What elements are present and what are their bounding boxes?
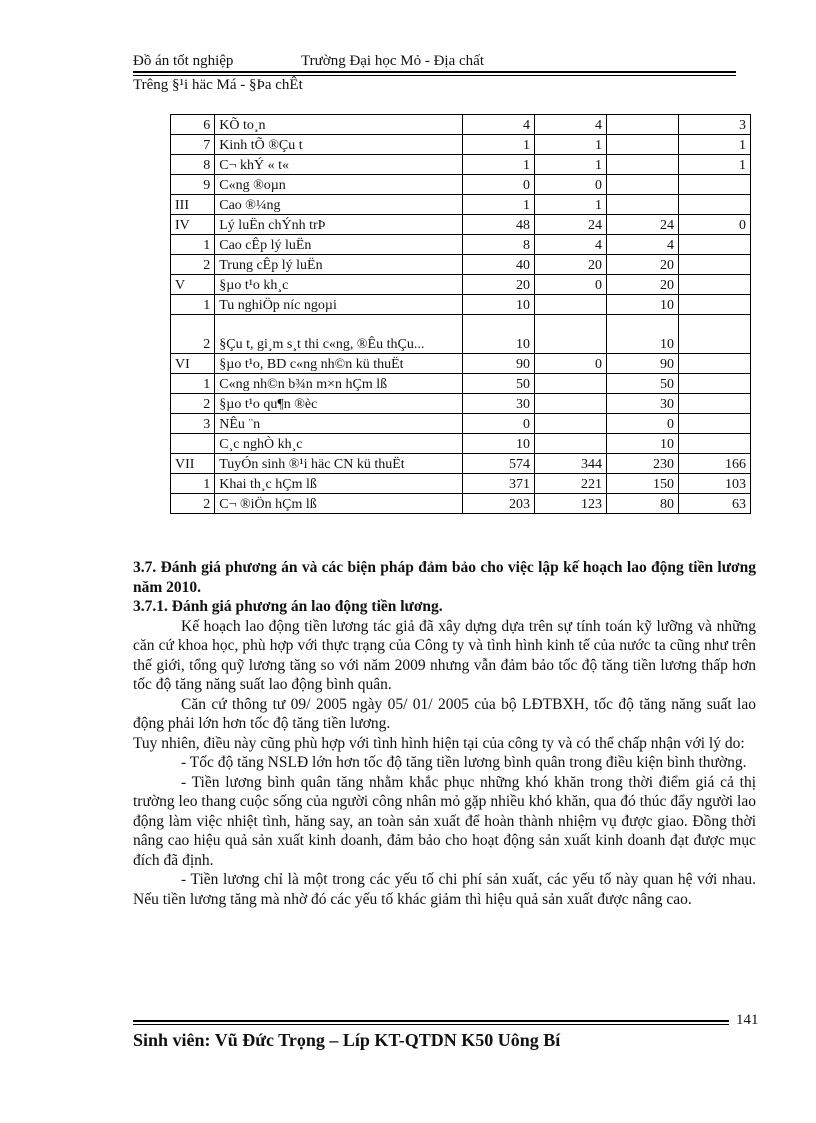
page-footer [133, 1010, 759, 1060]
cell-value: 20 [534, 255, 606, 275]
cell-value: 24 [534, 215, 606, 235]
table-row [171, 414, 751, 434]
row-number: 1 [171, 474, 215, 494]
cell-value: 0 [678, 215, 750, 235]
cell-value [534, 434, 606, 454]
cell-value: 40 [462, 255, 534, 275]
footer-rule [133, 1020, 729, 1022]
cell-value: 166 [678, 454, 750, 474]
cell-value: 4 [534, 235, 606, 255]
cell-value: 20 [462, 275, 534, 295]
row-number: 6 [171, 115, 215, 135]
row-label: §µo t¹o, BD c«ng nh©n kü thuËt [215, 354, 463, 374]
cell-value [678, 434, 750, 454]
table-row [171, 235, 751, 255]
cell-value: 4 [462, 115, 534, 135]
table-row [171, 115, 751, 135]
table-row [171, 295, 751, 315]
cell-value: 103 [678, 474, 750, 494]
cell-value [606, 195, 678, 215]
table-row [171, 135, 751, 155]
table-row [171, 394, 751, 414]
paragraph: Kế hoạch lao động tiền lương tác giả đã xây dựng dựa trên sự tính toán kỹ lưỡng và những căn cứ khoa học, phù hợp với thực trạng của Công ty và tình hình kinh tế của nước ta cũng như trên thế giới, tổng quỹ lương tăng so với năm 2009 nhưng vẫn đảm bảo tốc độ tăng tiền lương thấp hơn tốc độ tăng năng suất lao động bình quân. [133, 617, 756, 693]
footer-rule-thin [133, 1024, 729, 1025]
row-label: §Çu t, gi¸m s¸t thi c«ng, ®Êu thÇu... [215, 315, 463, 354]
cell-value: 10 [462, 315, 534, 354]
table-row [171, 494, 751, 514]
cell-value: 203 [462, 494, 534, 514]
row-number: VII [171, 454, 215, 474]
cell-value: 63 [678, 494, 750, 514]
cell-value: 1 [534, 155, 606, 175]
cell-value [678, 235, 750, 255]
paragraph: Căn cứ thông tư 09/ 2005 ngày 05/ 01/ 2005 của bộ LĐTBXH, tốc độ tăng năng suất lao động phải lớn hơn tốc độ tăng tiền lương. [133, 695, 756, 732]
cell-value: 20 [606, 255, 678, 275]
row-number: 1 [171, 374, 215, 394]
cell-value: 1 [534, 195, 606, 215]
cell-value [678, 195, 750, 215]
cell-value [678, 374, 750, 394]
footer-author: Sinh viên: Vũ Đức Trọng – Líp KT-QTDN K50 Uông Bí [133, 1030, 561, 1050]
cell-value [606, 115, 678, 135]
row-number: 1 [171, 235, 215, 255]
cell-value: 4 [534, 115, 606, 135]
cell-value: 0 [534, 354, 606, 374]
cell-value: 1 [678, 135, 750, 155]
cell-value: 8 [462, 235, 534, 255]
row-label: Khai th¸c hÇm lß [215, 474, 463, 494]
cell-value: 30 [606, 394, 678, 414]
page-subheader: Trêng §¹i häc Má - §Þa chÊt [133, 77, 303, 93]
row-number: 2 [171, 255, 215, 275]
table-row [171, 275, 751, 295]
row-number: 7 [171, 135, 215, 155]
page-number: 141 [736, 1012, 759, 1028]
cell-value [534, 414, 606, 434]
row-label: TuyÓn sinh ®¹i häc CN kü thuËt [215, 454, 463, 474]
cell-value: 0 [606, 414, 678, 434]
cell-value: 48 [462, 215, 534, 235]
paragraph: - Tiền lương bình quân tăng nhằm khắc phục những khó khăn trong thời điểm giá cả thị trường leo thang cuộc sống của người công nhân mỏ gặp nhiều khó khăn, qua đó thúc đẩy người lao động làm việc nhiệt tình, hăng say, an toàn sản xuất để hoàn thành nhiệm vụ được giao. Đồng thời nâng cao hiệu quả sản xuất kinh doanh, đảm bảo cho hoạt động sản xuất kinh doanh đạt được mục đích đã định. [133, 773, 756, 869]
cell-value: 1 [678, 155, 750, 175]
cell-value: 1 [462, 195, 534, 215]
row-number [171, 434, 215, 454]
table-row [171, 255, 751, 275]
cell-value [678, 175, 750, 195]
cell-value [678, 255, 750, 275]
table-row [171, 354, 751, 374]
cell-value: 0 [462, 414, 534, 434]
row-label: Cao cÊp lý luËn [215, 235, 463, 255]
header-right: Trường Đại học Mỏ - Địa chất [301, 53, 484, 69]
paragraph: Tuy nhiên, điều này cũng phù hợp với tình hình hiện tại của công ty và có thể chấp nhận với lý do: [133, 734, 745, 752]
section-body [133, 558, 756, 909]
row-label: §µo t¹o qu¶n ®èc [215, 394, 463, 414]
cell-value [678, 354, 750, 374]
cell-value [678, 315, 750, 354]
cell-value [678, 295, 750, 315]
row-label: Kinh tÕ ®Çu t [215, 135, 463, 155]
cell-value: 3 [678, 115, 750, 135]
cell-value [678, 275, 750, 295]
row-label: KÕ to¸n [215, 115, 463, 135]
cell-value: 10 [462, 434, 534, 454]
cell-value: 230 [606, 454, 678, 474]
cell-value [534, 394, 606, 414]
row-number: 2 [171, 494, 215, 514]
table-row [171, 434, 751, 454]
table-row [171, 155, 751, 175]
row-label: §µo t¹o kh¸c [215, 275, 463, 295]
cell-value [678, 414, 750, 434]
table-row [171, 454, 751, 474]
cell-value: 1 [534, 135, 606, 155]
row-label: C¬ khÝ « t« [215, 155, 463, 175]
cell-value: 50 [606, 374, 678, 394]
row-number: IV [171, 215, 215, 235]
section-heading: 3.7. Đánh giá phương án và các biện pháp đảm bảo cho việc lập kế hoạch lao động tiền lương năm 2010. [133, 559, 756, 596]
row-number: 9 [171, 175, 215, 195]
cell-value: 1 [462, 135, 534, 155]
row-number: 1 [171, 295, 215, 315]
paragraph: - Tiền lương chỉ là một trong các yếu tố chi phí sản xuất, các yếu tố này quan hệ với nhau. Nếu tiền lương tăng mà nhờ đó các yếu tố khác giảm thì hiệu quả sản xuất được nâng cao. [133, 871, 756, 908]
table-row [171, 175, 751, 195]
row-label: C«ng nh©n b¾n m×n hÇm lß [215, 374, 463, 394]
cell-value: 123 [534, 494, 606, 514]
table-row [171, 195, 751, 215]
cell-value [534, 374, 606, 394]
cell-value: 10 [606, 315, 678, 354]
cell-value [606, 155, 678, 175]
cell-value: 20 [606, 275, 678, 295]
header-rule [133, 71, 736, 73]
row-label: Lý luËn chÝnh trÞ [215, 215, 463, 235]
page-header [133, 50, 736, 76]
row-label: C«ng ®oµn [215, 175, 463, 195]
cell-value: 30 [462, 394, 534, 414]
cell-value: 10 [606, 434, 678, 454]
cell-value: 90 [462, 354, 534, 374]
header-rule-thin [133, 75, 736, 76]
cell-value: 4 [606, 235, 678, 255]
cell-value: 1 [462, 155, 534, 175]
cell-value: 0 [534, 175, 606, 195]
cell-value [534, 315, 606, 354]
cell-value: 0 [462, 175, 534, 195]
cell-value: 150 [606, 474, 678, 494]
cell-value: 0 [534, 275, 606, 295]
cell-value: 10 [606, 295, 678, 315]
row-number: 2 [171, 315, 215, 354]
row-number: 3 [171, 414, 215, 434]
table-row [171, 474, 751, 494]
cell-value: 24 [606, 215, 678, 235]
cell-value: 221 [534, 474, 606, 494]
row-number: III [171, 195, 215, 215]
cell-value: 371 [462, 474, 534, 494]
subsection-heading: 3.7.1. Đánh giá phương án lao động tiền lương. [133, 598, 443, 615]
cell-value: 10 [462, 295, 534, 315]
cell-value: 344 [534, 454, 606, 474]
row-label: C¬ ®iÖn hÇm lß [215, 494, 463, 514]
training-table [170, 114, 751, 514]
table-row [171, 215, 751, 235]
cell-value [534, 295, 606, 315]
cell-value: 50 [462, 374, 534, 394]
table-row [171, 374, 751, 394]
cell-value [678, 394, 750, 414]
row-label: C¸c nghÒ kh¸c [215, 434, 463, 454]
table-row [171, 315, 751, 354]
cell-value: 80 [606, 494, 678, 514]
row-number: 8 [171, 155, 215, 175]
row-label: Trung cÊp lý luËn [215, 255, 463, 275]
row-number: VI [171, 354, 215, 374]
cell-value: 574 [462, 454, 534, 474]
paragraph: - Tốc độ tăng NSLĐ lớn hơn tốc độ tăng tiền lương bình quân trong điều kiện bình thường. [181, 754, 747, 771]
header-left: Đồ án tốt nghiệp [133, 53, 234, 69]
cell-value: 90 [606, 354, 678, 374]
cell-value [606, 135, 678, 155]
row-number: 2 [171, 394, 215, 414]
row-label: Tu nghiÖp níc ngoµi [215, 295, 463, 315]
row-label: Cao ®¼ng [215, 195, 463, 215]
cell-value [606, 175, 678, 195]
row-label: NÊu ¨n [215, 414, 463, 434]
row-number: V [171, 275, 215, 295]
